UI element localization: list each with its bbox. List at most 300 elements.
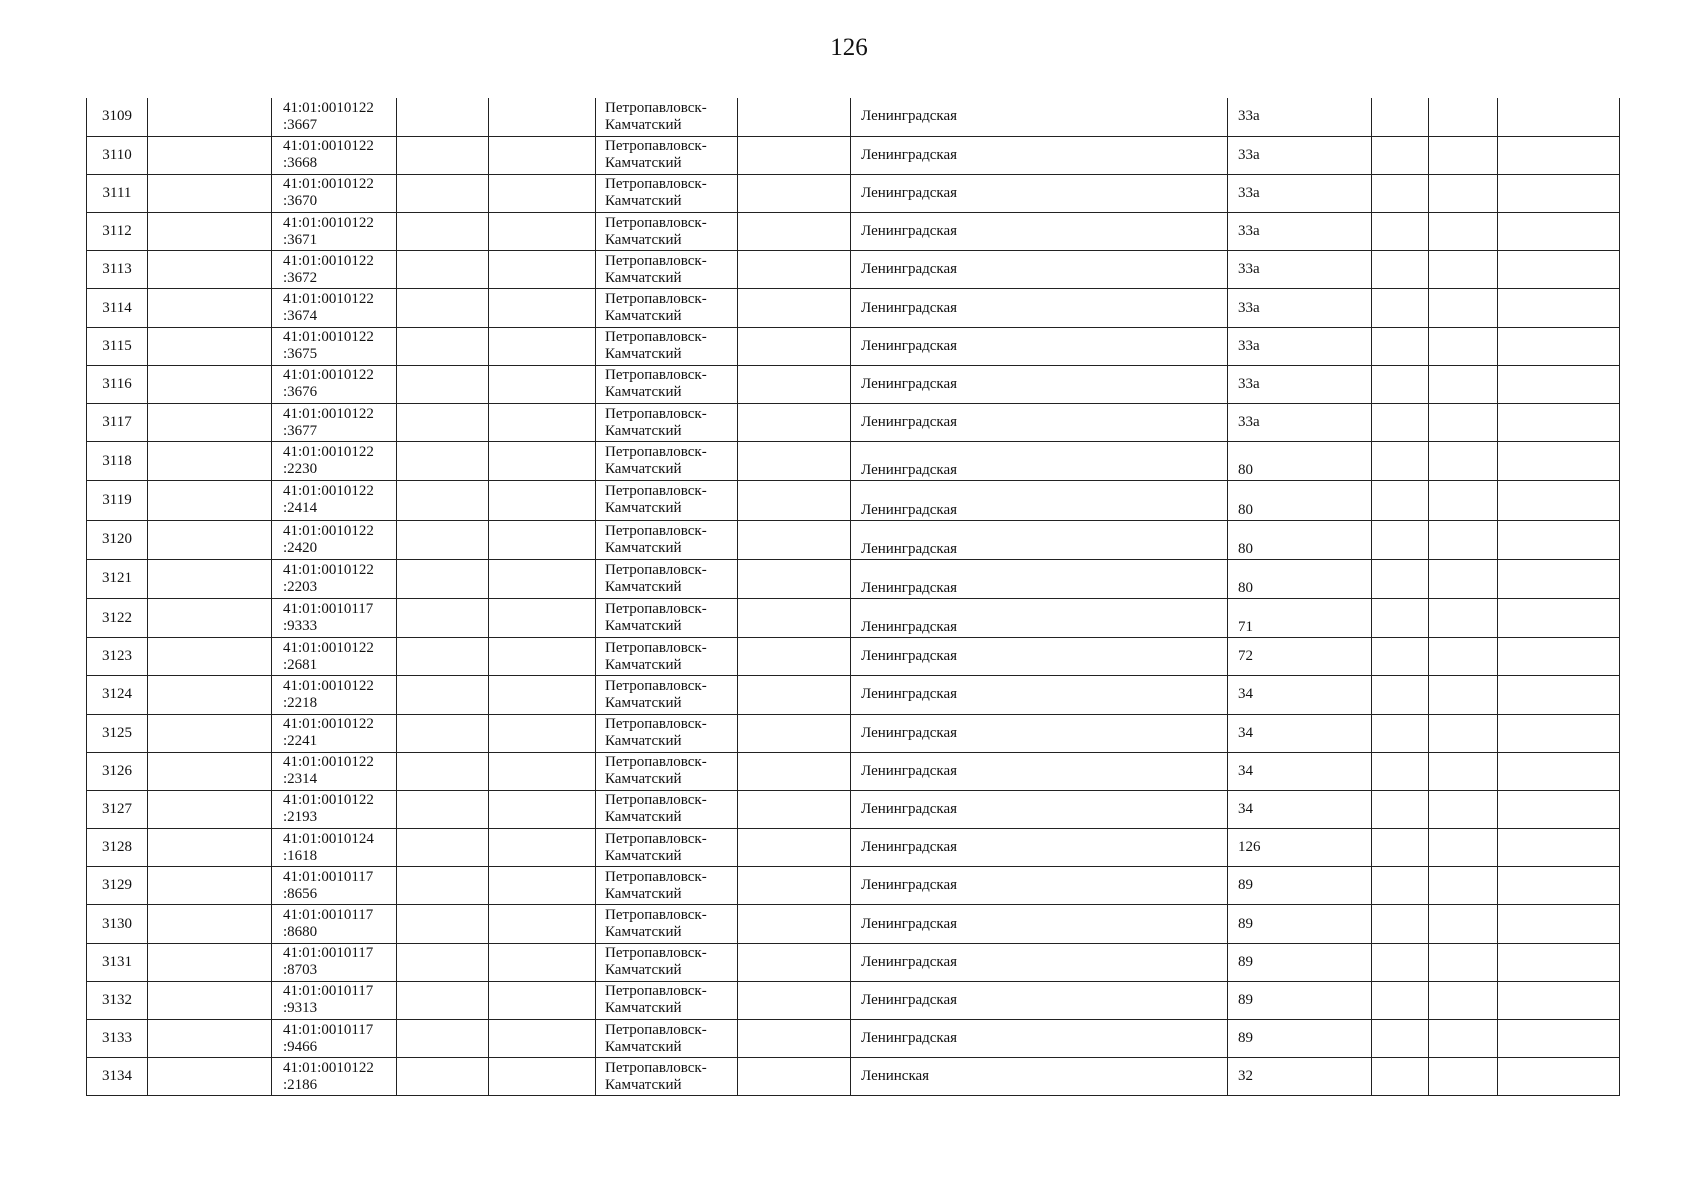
empty-cell bbox=[397, 559, 489, 598]
empty-cell bbox=[1372, 867, 1429, 905]
city-cell bbox=[596, 1020, 738, 1058]
cadastral-number-line1: 41:01:0010122 bbox=[283, 1059, 374, 1076]
city-line1: Петропавловск- bbox=[605, 138, 707, 155]
street-cell bbox=[851, 1020, 1228, 1058]
empty-cell bbox=[1498, 136, 1620, 174]
house-cell bbox=[1228, 520, 1372, 559]
empty-cell bbox=[738, 676, 851, 714]
table-row bbox=[87, 559, 1620, 598]
street-name: Ленинградская bbox=[861, 261, 958, 278]
table-row bbox=[87, 136, 1620, 174]
empty-cell bbox=[1498, 1020, 1620, 1058]
table-row bbox=[87, 905, 1620, 943]
street-name: Ленинградская bbox=[861, 991, 958, 1008]
city-line1: Петропавловск- bbox=[605, 329, 707, 346]
cadastral-number-cell bbox=[272, 943, 397, 981]
empty-cell bbox=[1498, 289, 1620, 327]
row-number: 3117 bbox=[102, 414, 132, 431]
cadastral-number-cell bbox=[272, 327, 397, 365]
house-cell bbox=[1228, 752, 1372, 790]
empty-cell bbox=[489, 327, 596, 365]
empty-cell bbox=[1429, 752, 1498, 790]
empty-cell bbox=[1372, 442, 1429, 481]
empty-cell bbox=[1429, 981, 1498, 1019]
city-cell bbox=[596, 752, 738, 790]
empty-cell bbox=[738, 404, 851, 442]
house-cell bbox=[1228, 136, 1372, 174]
empty-cell bbox=[397, 136, 489, 174]
empty-cell bbox=[1429, 638, 1498, 676]
city-line2: Камчатский bbox=[605, 1000, 682, 1017]
city-line2: Камчатский bbox=[605, 269, 682, 286]
empty-cell bbox=[148, 365, 272, 403]
empty-cell bbox=[1498, 867, 1620, 905]
row-number-cell bbox=[87, 638, 148, 676]
empty-cell bbox=[1429, 943, 1498, 981]
cadastral-number-line2: :3674 bbox=[283, 308, 318, 325]
table-row bbox=[87, 676, 1620, 714]
city-line2: Камчатский bbox=[605, 771, 682, 788]
row-number: 3110 bbox=[102, 146, 132, 163]
street-name: Ленинградская bbox=[861, 184, 958, 201]
empty-cell bbox=[148, 327, 272, 365]
street-name: Ленинградская bbox=[861, 501, 958, 518]
city-cell bbox=[596, 289, 738, 327]
empty-cell bbox=[489, 1020, 596, 1058]
empty-cell bbox=[738, 714, 851, 752]
empty-cell bbox=[489, 867, 596, 905]
empty-cell bbox=[489, 136, 596, 174]
table-row bbox=[87, 1058, 1620, 1096]
house-cell bbox=[1228, 905, 1372, 943]
cadastral-number-cell bbox=[272, 481, 397, 520]
city-line1: Петропавловск- bbox=[605, 945, 707, 962]
table-row bbox=[87, 598, 1620, 637]
row-number: 3113 bbox=[102, 261, 132, 278]
empty-cell bbox=[148, 867, 272, 905]
empty-cell bbox=[1429, 174, 1498, 212]
empty-cell bbox=[1429, 714, 1498, 752]
empty-cell bbox=[397, 790, 489, 828]
empty-cell bbox=[1498, 1058, 1620, 1096]
empty-cell bbox=[489, 404, 596, 442]
city-cell bbox=[596, 981, 738, 1019]
house-cell bbox=[1228, 867, 1372, 905]
cadastral-number-line1: 41:01:0010122 bbox=[283, 792, 374, 809]
city-line1: Петропавловск- bbox=[605, 983, 707, 1000]
cadastral-number-line2: :3667 bbox=[283, 116, 318, 133]
row-number-cell bbox=[87, 1058, 148, 1096]
empty-cell bbox=[1498, 213, 1620, 251]
street-cell bbox=[851, 136, 1228, 174]
empty-cell bbox=[1498, 714, 1620, 752]
empty-cell bbox=[1498, 404, 1620, 442]
row-number: 3134 bbox=[102, 1068, 132, 1085]
city-line1: Петропавловск- bbox=[605, 522, 707, 539]
cadastral-number-line1: 41:01:0010122 bbox=[283, 138, 374, 155]
empty-cell bbox=[1372, 829, 1429, 867]
empty-cell bbox=[1429, 365, 1498, 403]
house-number: 34 bbox=[1238, 686, 1253, 703]
city-line1: Петропавловск- bbox=[605, 716, 707, 733]
house-cell bbox=[1228, 676, 1372, 714]
cadastral-number-line2: :3675 bbox=[283, 346, 318, 363]
empty-cell bbox=[397, 752, 489, 790]
house-cell bbox=[1228, 251, 1372, 289]
row-number-cell bbox=[87, 289, 148, 327]
empty-cell bbox=[1429, 1020, 1498, 1058]
empty-cell bbox=[148, 829, 272, 867]
cadastral-number-line2: :2681 bbox=[283, 656, 318, 673]
cadastral-number-line1: 41:01:0010122 bbox=[283, 677, 374, 694]
city-line2: Камчатский bbox=[605, 962, 682, 979]
row-number: 3121 bbox=[102, 570, 132, 587]
table-row bbox=[87, 981, 1620, 1019]
row-number-cell bbox=[87, 981, 148, 1019]
table-row bbox=[87, 790, 1620, 828]
house-cell bbox=[1228, 481, 1372, 520]
empty-cell bbox=[1498, 98, 1620, 136]
house-number: 33а bbox=[1238, 299, 1260, 316]
street-cell bbox=[851, 598, 1228, 637]
city-line2: Камчатский bbox=[605, 694, 682, 711]
empty-cell bbox=[1372, 943, 1429, 981]
empty-cell bbox=[1372, 404, 1429, 442]
cadastral-number-line1: 41:01:0010122 bbox=[283, 99, 374, 116]
empty-cell bbox=[489, 520, 596, 559]
empty-cell bbox=[1498, 481, 1620, 520]
row-number-cell bbox=[87, 442, 148, 481]
empty-cell bbox=[1372, 598, 1429, 637]
empty-cell bbox=[489, 943, 596, 981]
city-line1: Петропавловск- bbox=[605, 601, 707, 618]
cadastral-number-cell bbox=[272, 1020, 397, 1058]
city-line2: Камчатский bbox=[605, 1076, 682, 1093]
street-cell bbox=[851, 981, 1228, 1019]
cadastral-number-line1: 41:01:0010122 bbox=[283, 639, 374, 656]
cadastral-number-cell bbox=[272, 867, 397, 905]
empty-cell bbox=[148, 520, 272, 559]
street-name: Ленинградская bbox=[861, 462, 958, 479]
house-cell bbox=[1228, 981, 1372, 1019]
empty-cell bbox=[397, 943, 489, 981]
row-number: 3130 bbox=[102, 915, 132, 932]
house-number: 33а bbox=[1238, 223, 1260, 240]
cadastral-number-line1: 41:01:0010117 bbox=[283, 983, 374, 1000]
cadastral-number-line2: :2314 bbox=[283, 771, 318, 788]
row-number: 3125 bbox=[102, 724, 132, 741]
house-cell bbox=[1228, 98, 1372, 136]
empty-cell bbox=[397, 481, 489, 520]
row-number: 3112 bbox=[102, 223, 132, 240]
city-cell bbox=[596, 520, 738, 559]
empty-cell bbox=[148, 676, 272, 714]
cadastral-number-cell bbox=[272, 520, 397, 559]
empty-cell bbox=[148, 136, 272, 174]
empty-cell bbox=[148, 638, 272, 676]
cadastral-number-line1: 41:01:0010122 bbox=[283, 329, 374, 346]
city-cell bbox=[596, 174, 738, 212]
empty-cell bbox=[489, 289, 596, 327]
empty-cell bbox=[148, 404, 272, 442]
cadastral-number-line1: 41:01:0010122 bbox=[283, 214, 374, 231]
street-cell bbox=[851, 714, 1228, 752]
empty-cell bbox=[397, 213, 489, 251]
house-number: 33а bbox=[1238, 146, 1260, 163]
empty-cell bbox=[1372, 327, 1429, 365]
empty-cell bbox=[1372, 289, 1429, 327]
empty-cell bbox=[738, 1058, 851, 1096]
empty-cell bbox=[397, 981, 489, 1019]
city-cell bbox=[596, 251, 738, 289]
city-line1: Петропавловск- bbox=[605, 405, 707, 422]
city-cell bbox=[596, 481, 738, 520]
table-row bbox=[87, 867, 1620, 905]
empty-cell bbox=[1429, 905, 1498, 943]
house-number: 33а bbox=[1238, 184, 1260, 201]
empty-cell bbox=[738, 829, 851, 867]
empty-cell bbox=[1498, 365, 1620, 403]
cadastral-number-cell bbox=[272, 676, 397, 714]
empty-cell bbox=[397, 404, 489, 442]
empty-cell bbox=[489, 676, 596, 714]
empty-cell bbox=[1429, 867, 1498, 905]
house-number: 33а bbox=[1238, 414, 1260, 431]
city-cell bbox=[596, 676, 738, 714]
empty-cell bbox=[738, 327, 851, 365]
city-cell bbox=[596, 598, 738, 637]
empty-cell bbox=[489, 98, 596, 136]
empty-cell bbox=[738, 905, 851, 943]
house-cell bbox=[1228, 714, 1372, 752]
house-cell bbox=[1228, 289, 1372, 327]
empty-cell bbox=[489, 251, 596, 289]
table-row bbox=[87, 174, 1620, 212]
empty-cell bbox=[738, 1020, 851, 1058]
house-cell bbox=[1228, 943, 1372, 981]
cadastral-number-cell bbox=[272, 365, 397, 403]
cadastral-number-line2: :8680 bbox=[283, 924, 318, 941]
street-name: Ленинградская bbox=[861, 299, 958, 316]
street-name: Ленинградская bbox=[861, 839, 958, 856]
house-number: 34 bbox=[1238, 724, 1253, 741]
street-name: Ленинградская bbox=[861, 375, 958, 392]
empty-cell bbox=[1372, 136, 1429, 174]
cadastral-number-line2: :3677 bbox=[283, 422, 318, 439]
empty-cell bbox=[1498, 829, 1620, 867]
empty-cell bbox=[1498, 676, 1620, 714]
table-row bbox=[87, 98, 1620, 136]
cadastral-number-cell bbox=[272, 1058, 397, 1096]
empty-cell bbox=[148, 213, 272, 251]
street-name: Ленинградская bbox=[861, 579, 958, 596]
empty-cell bbox=[397, 251, 489, 289]
cadastral-number-cell bbox=[272, 752, 397, 790]
empty-cell bbox=[738, 943, 851, 981]
house-cell bbox=[1228, 559, 1372, 598]
empty-cell bbox=[1372, 752, 1429, 790]
cadastral-number-line1: 41:01:0010117 bbox=[283, 945, 374, 962]
cadastral-number-cell bbox=[272, 251, 397, 289]
empty-cell bbox=[397, 867, 489, 905]
street-name: Ленинградская bbox=[861, 414, 958, 431]
city-line2: Камчатский bbox=[605, 885, 682, 902]
row-number-cell bbox=[87, 174, 148, 212]
cadastral-number-cell bbox=[272, 829, 397, 867]
city-line2: Камчатский bbox=[605, 618, 682, 635]
empty-cell bbox=[738, 136, 851, 174]
street-name: Ленинградская bbox=[861, 877, 958, 894]
street-cell bbox=[851, 213, 1228, 251]
row-number: 3133 bbox=[102, 1030, 132, 1047]
cadastral-number-line1: 41:01:0010122 bbox=[283, 367, 374, 384]
city-cell bbox=[596, 213, 738, 251]
cadastral-number-line2: :2241 bbox=[283, 733, 318, 750]
city-line1: Петропавловск- bbox=[605, 1059, 707, 1076]
cadastral-number-line1: 41:01:0010122 bbox=[283, 291, 374, 308]
house-number: 89 bbox=[1238, 953, 1253, 970]
city-line2: Камчатский bbox=[605, 384, 682, 401]
city-line2: Камчатский bbox=[605, 847, 682, 864]
row-number-cell bbox=[87, 559, 148, 598]
house-cell bbox=[1228, 404, 1372, 442]
city-cell bbox=[596, 365, 738, 403]
empty-cell bbox=[397, 638, 489, 676]
row-number: 3115 bbox=[102, 337, 132, 354]
table-row bbox=[87, 327, 1620, 365]
empty-cell bbox=[148, 559, 272, 598]
city-line1: Петропавловск- bbox=[605, 176, 707, 193]
city-line2: Камчатский bbox=[605, 539, 682, 556]
row-number-cell bbox=[87, 598, 148, 637]
street-name: Ленинградская bbox=[861, 724, 958, 741]
street-name: Ленинградская bbox=[861, 915, 958, 932]
table-row bbox=[87, 520, 1620, 559]
table-row bbox=[87, 752, 1620, 790]
empty-cell bbox=[397, 327, 489, 365]
row-number: 3126 bbox=[102, 762, 132, 779]
city-line2: Камчатский bbox=[605, 656, 682, 673]
row-number-cell bbox=[87, 676, 148, 714]
empty-cell bbox=[1429, 481, 1498, 520]
table-row bbox=[87, 638, 1620, 676]
street-cell bbox=[851, 752, 1228, 790]
cadastral-number-line2: :8656 bbox=[283, 885, 318, 902]
house-number: 80 bbox=[1238, 540, 1253, 557]
empty-cell bbox=[489, 442, 596, 481]
house-cell bbox=[1228, 829, 1372, 867]
row-number: 3132 bbox=[102, 991, 132, 1008]
cadastral-number-cell bbox=[272, 598, 397, 637]
city-line1: Петропавловск- bbox=[605, 907, 707, 924]
table-row bbox=[87, 714, 1620, 752]
table-row bbox=[87, 404, 1620, 442]
empty-cell bbox=[1429, 289, 1498, 327]
city-line2: Камчатский bbox=[605, 346, 682, 363]
empty-cell bbox=[738, 520, 851, 559]
cadastral-number-line2: :2414 bbox=[283, 500, 318, 517]
city-line1: Петропавловск- bbox=[605, 214, 707, 231]
row-number: 3114 bbox=[102, 299, 132, 316]
house-cell bbox=[1228, 174, 1372, 212]
city-line2: Камчатский bbox=[605, 422, 682, 439]
row-number: 3131 bbox=[102, 953, 132, 970]
empty-cell bbox=[1498, 251, 1620, 289]
house-cell bbox=[1228, 327, 1372, 365]
cadastral-number-line1: 41:01:0010122 bbox=[283, 483, 374, 500]
cadastral-number-line1: 41:01:0010117 bbox=[283, 907, 374, 924]
row-number: 3127 bbox=[102, 800, 132, 817]
city-cell bbox=[596, 905, 738, 943]
empty-cell bbox=[1372, 1020, 1429, 1058]
cadastral-number-cell bbox=[272, 714, 397, 752]
cadastral-number-line1: 41:01:0010117 bbox=[283, 1021, 374, 1038]
street-name: Ленинградская bbox=[861, 108, 958, 125]
house-number: 126 bbox=[1238, 839, 1261, 856]
street-cell bbox=[851, 174, 1228, 212]
city-line2: Камчатский bbox=[605, 155, 682, 172]
city-line2: Камчатский bbox=[605, 231, 682, 248]
empty-cell bbox=[489, 598, 596, 637]
cadastral-number-line2: :1618 bbox=[283, 847, 318, 864]
empty-cell bbox=[148, 251, 272, 289]
street-name: Ленинградская bbox=[861, 223, 958, 240]
empty-cell bbox=[1429, 136, 1498, 174]
street-cell bbox=[851, 638, 1228, 676]
cadastral-number-line2: :3668 bbox=[283, 155, 318, 172]
street-name: Ленинградская bbox=[861, 540, 958, 557]
cadastral-number-cell bbox=[272, 404, 397, 442]
empty-cell bbox=[1498, 327, 1620, 365]
empty-cell bbox=[1372, 638, 1429, 676]
city-line1: Петропавловск- bbox=[605, 444, 707, 461]
house-cell bbox=[1228, 790, 1372, 828]
empty-cell bbox=[1429, 213, 1498, 251]
row-number: 3120 bbox=[102, 531, 132, 548]
empty-cell bbox=[1429, 98, 1498, 136]
empty-cell bbox=[489, 752, 596, 790]
street-cell bbox=[851, 327, 1228, 365]
city-line1: Петропавловск- bbox=[605, 677, 707, 694]
empty-cell bbox=[1372, 559, 1429, 598]
empty-cell bbox=[148, 481, 272, 520]
house-cell bbox=[1228, 213, 1372, 251]
city-line2: Камчатский bbox=[605, 809, 682, 826]
street-cell bbox=[851, 520, 1228, 559]
city-line2: Камчатский bbox=[605, 308, 682, 325]
empty-cell bbox=[738, 251, 851, 289]
empty-cell bbox=[1372, 676, 1429, 714]
empty-cell bbox=[148, 598, 272, 637]
row-number-cell bbox=[87, 714, 148, 752]
empty-cell bbox=[489, 213, 596, 251]
empty-cell bbox=[1498, 598, 1620, 637]
street-name: Ленинская bbox=[861, 1068, 930, 1085]
empty-cell bbox=[1372, 174, 1429, 212]
empty-cell bbox=[738, 638, 851, 676]
empty-cell bbox=[489, 365, 596, 403]
empty-cell bbox=[1372, 98, 1429, 136]
empty-cell bbox=[1498, 442, 1620, 481]
empty-cell bbox=[1498, 559, 1620, 598]
empty-cell bbox=[148, 98, 272, 136]
empty-cell bbox=[489, 905, 596, 943]
row-number: 3128 bbox=[102, 839, 132, 856]
house-cell bbox=[1228, 365, 1372, 403]
city-cell bbox=[596, 714, 738, 752]
empty-cell bbox=[489, 981, 596, 1019]
cadastral-number-line1: 41:01:0010122 bbox=[283, 522, 374, 539]
